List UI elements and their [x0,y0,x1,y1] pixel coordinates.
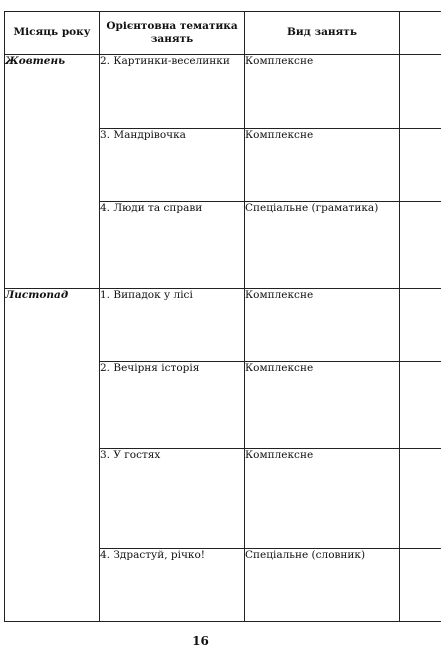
topic-cell: 2. Вечірня історія [100,362,245,449]
header-topic: Орієнтовна тематика занять [100,12,245,55]
extra-cell [400,362,441,449]
extra-cell [400,549,441,622]
type-cell: Комплексне [245,55,400,129]
header-type: Вид занять [245,12,400,55]
extra-cell [400,449,441,549]
topic-cell: 3. У гостях [100,449,245,549]
extra-cell [400,129,441,202]
extra-cell [400,55,441,129]
lesson-plan-table [4,11,441,622]
topic-cell: 4. Здрастуй, річко! [100,549,245,622]
extra-cell [400,202,441,289]
topic-cell: 4. Люди та справи [100,202,245,289]
header-month: Місяць року [5,12,100,55]
table-row [5,289,441,362]
header-extra [400,12,441,55]
table-row [5,55,441,129]
type-cell: Комплексне [245,449,400,549]
table-header-row [5,12,441,55]
month-cell-october: Жовтень [5,55,100,289]
topic-cell: 1. Випадок у лісі [100,289,245,362]
type-cell: Комплексне [245,129,400,202]
type-cell: Спеціальне (граматика) [245,202,400,289]
extra-cell [400,289,441,362]
topic-cell: 2. Картинки-веселинки [100,55,245,129]
month-cell-november: Листопад [5,289,100,622]
type-cell: Спеціальне (словник) [245,549,400,622]
topic-cell: 3. Мандрівочка [100,129,245,202]
type-cell: Комплексне [245,289,400,362]
page-number: 16 [192,634,209,648]
type-cell: Комплексне [245,362,400,449]
